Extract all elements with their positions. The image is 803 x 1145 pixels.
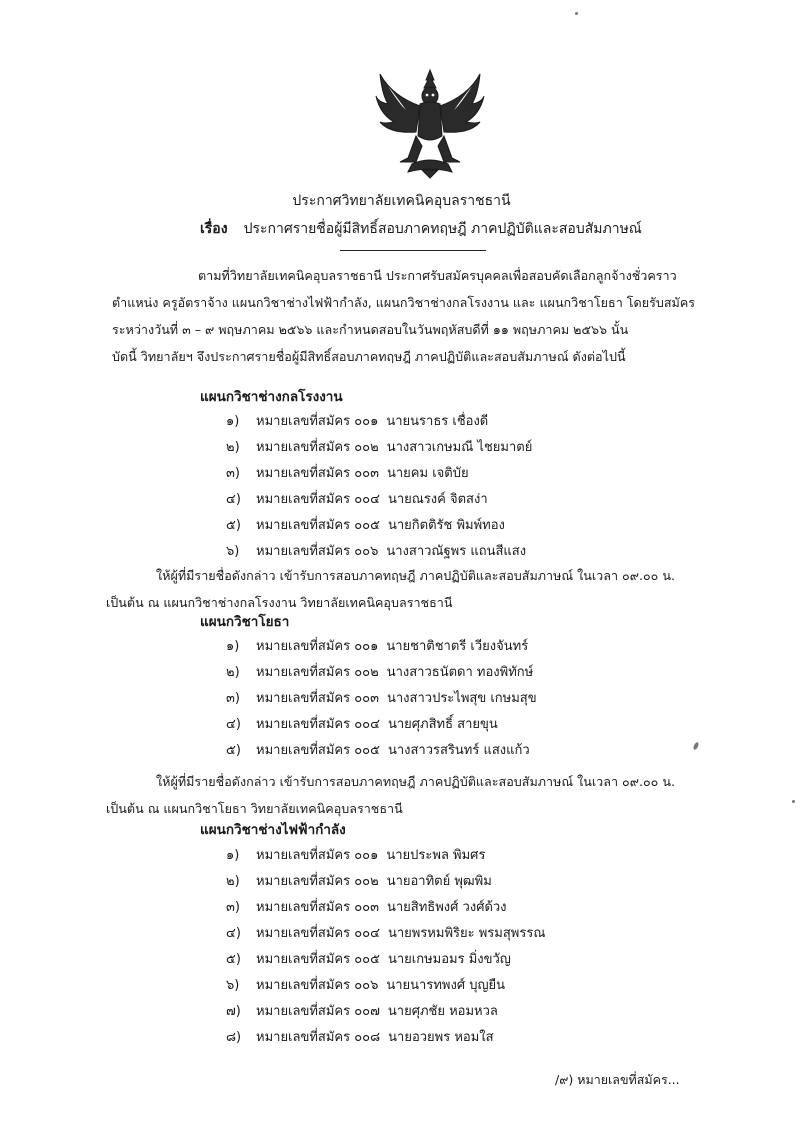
item-applicant-no: หมายเลขที่สมัคร ๐๐๑ [256, 639, 379, 654]
item-number: ๕) [226, 952, 241, 967]
list-item [226, 844, 485, 865]
item-number: ๔) [226, 926, 241, 941]
garuda-emblem-icon [372, 66, 488, 182]
item-number: ๒) [226, 665, 240, 680]
item-number: ๑) [226, 639, 240, 654]
item-applicant-no: หมายเลขที่สมัคร ๐๐๔ [256, 492, 380, 507]
item-name: นางสาวเกษมณี ไชยมาตย์ [386, 440, 533, 455]
item-applicant-no: หมายเลขที่สมัคร ๐๐๓ [256, 691, 379, 706]
item-name: นายกิตติรัช พิมพ์ทอง [387, 518, 505, 533]
item-name: นายอาทิตย์ พุฒพิม [386, 874, 492, 889]
list-item [226, 974, 505, 995]
subject-text: ประกาศรายชื่อผู้มีสิทธิ์สอบภาคทฤษฎี ภาคปฏิบัติและสอบสัมภาษณ์ [243, 221, 642, 237]
item-name: นายณรงค์ จิตสง่า [387, 492, 488, 507]
scan-speck [575, 12, 578, 15]
section-heading: แผนกวิชาช่างกลโรงงาน [200, 389, 343, 405]
item-applicant-no: หมายเลขที่สมัคร ๐๐๓ [256, 900, 379, 915]
item-applicant-no: หมายเลขที่สมัคร ๐๐๒ [256, 874, 379, 889]
list-item [226, 661, 533, 682]
item-applicant-no: หมายเลขที่สมัคร ๐๐๖ [256, 978, 379, 993]
item-number: ๑) [226, 414, 240, 429]
list-item [226, 410, 488, 431]
item-number: ๖) [226, 544, 240, 559]
list-item [226, 540, 526, 561]
item-number: ๒) [226, 874, 240, 889]
item-number: ๗) [226, 1004, 241, 1019]
list-item [226, 462, 469, 483]
list-item [226, 436, 532, 457]
item-name: นายประพล พิมศร [386, 848, 486, 863]
item-applicant-no: หมายเลขที่สมัคร ๐๐๔ [256, 926, 380, 941]
item-number: ๓) [226, 900, 240, 915]
list-item [226, 739, 530, 760]
list-item [226, 870, 492, 891]
item-applicant-no: หมายเลขที่สมัคร ๐๐๒ [256, 665, 379, 680]
item-applicant-no: หมายเลขที่สมัคร ๐๐๕ [256, 743, 380, 758]
list-item [226, 713, 498, 734]
item-name: นายศุภสิทธิ์ สายขุน [387, 717, 498, 732]
item-number: ๔) [226, 492, 241, 507]
list-item [226, 635, 528, 656]
intro-line: ระหว่างวันที่ ๓ – ๙ พฤษภาคม ๒๕๖๖ และกำหนดสอบในวันพฤหัสบดีที่ ๑๑ พฤษภาคม ๒๕๖๖ นั้น [112, 322, 629, 337]
scan-speck [692, 742, 699, 751]
item-applicant-no: หมายเลขที่สมัคร ๐๐๕ [256, 952, 380, 967]
continuation-note: /๙) หมายเลขที่สมัคร... [555, 1072, 680, 1087]
item-applicant-no: หมายเลขที่สมัคร ๐๐๒ [256, 440, 379, 455]
note-line: ให้ผู้ที่มีรายชื่อดังกล่าว เข้ารับการสอบภาคทฤษฎี ภาคปฏิบัติและสอบสัมภาษณ์ ในเวลา ๐๙.๐๐ น. [156, 774, 675, 789]
item-name: นายพรหมพิริยะ พรมสุพรรณ [387, 926, 546, 941]
item-name: นางสาวณัฐพร แถนสีแสง [386, 544, 527, 559]
item-applicant-no: หมายเลขที่สมัคร ๐๐๗ [256, 1004, 380, 1019]
list-item [226, 1026, 494, 1047]
note-line: เป็นต้น ณ แผนกวิชาช่างกลโรงงาน วิทยาลัยเทคนิคอุบลราชธานี [106, 595, 453, 610]
item-applicant-no: หมายเลขที่สมัคร ๐๐๕ [256, 518, 380, 533]
intro-line: ตำแหน่ง ครูอัตราจ้าง แผนกวิชาช่างไฟฟ้ากำลัง, แผนกวิชาช่างกลโรงงาน และ แผนกวิชาโยธา โดยรับสมัคร [112, 295, 696, 310]
item-applicant-no: หมายเลขที่สมัคร ๐๐๘ [256, 1030, 381, 1045]
item-applicant-no: หมายเลขที่สมัคร ๐๐๔ [256, 717, 380, 732]
item-name: นางสาวประไพสุข เกษมสุข [387, 691, 537, 706]
item-number: ๓) [226, 691, 240, 706]
list-item [226, 687, 537, 708]
item-name: นายนราธร เชื่องดี [386, 414, 489, 429]
intro-line: บัดนี้ วิทยาลัยฯ จึงประกาศรายชื่อผู้มีสิทธิ์สอบภาคทฤษฎี ภาคปฏิบัติและสอบสัมภาษณ์ ดังต่อไปนี้ [112, 349, 626, 364]
item-applicant-no: หมายเลขที่สมัคร ๐๐๖ [256, 544, 379, 559]
item-name: นางสาวธนัตดา ทองพิทักษ์ [386, 665, 534, 680]
list-item [226, 922, 545, 943]
item-number: ๕) [226, 518, 241, 533]
subject-label: เรื่อง [200, 221, 228, 237]
note-line: เป็นต้น ณ แผนกวิชาโยธา วิทยาลัยเทคนิคอุบลราชธานี [106, 801, 403, 816]
list-item [226, 948, 511, 969]
item-applicant-no: หมายเลขที่สมัคร ๐๐๓ [256, 466, 379, 481]
announcement-title: ประกาศวิทยาลัยเทคนิคอุบลราชธานี [292, 193, 511, 209]
section-note [106, 562, 762, 616]
item-name: นายศุภชัย หอมหวล [387, 1004, 498, 1019]
item-name: นายเกษมอมร มิ่งขวัญ [387, 952, 511, 967]
item-applicant-no: หมายเลขที่สมัคร ๐๐๑ [256, 414, 379, 429]
item-applicant-no: หมายเลขที่สมัคร ๐๐๑ [256, 848, 379, 863]
list-item [226, 514, 505, 535]
item-number: ๑) [226, 848, 240, 863]
item-name: นายชาติชาตรี เวียงจันทร์ [386, 639, 529, 654]
list-item [226, 896, 507, 917]
list-item [226, 488, 488, 509]
item-name: นางสาวรสรินทร์ แสงแก้ว [387, 743, 530, 758]
item-number: ๔) [226, 717, 241, 732]
section-heading: แผนกวิชาช่างไฟฟ้ากำลัง [200, 822, 346, 838]
item-name: นายนารทพงศ์ บุญยืน [386, 978, 506, 993]
intro-paragraph [112, 262, 762, 370]
section-note [106, 768, 762, 822]
item-name: นายอวยพร หอมใส [388, 1030, 494, 1045]
scan-speck [792, 800, 795, 803]
title-divider [340, 250, 486, 251]
section-heading: แผนกวิชาโยธา [200, 614, 290, 630]
item-number: ๓) [226, 466, 240, 481]
item-number: ๖) [226, 978, 240, 993]
item-name: นายคม เจติบัย [387, 466, 469, 481]
announcement-subject [200, 218, 642, 240]
item-number: ๘) [226, 1030, 242, 1045]
item-name: นายสิทธิพงศ์ วงศ์ด้วง [387, 900, 507, 915]
item-number: ๕) [226, 743, 241, 758]
note-line: ให้ผู้ที่มีรายชื่อดังกล่าว เข้ารับการสอบภาคทฤษฎี ภาคปฏิบัติและสอบสัมภาษณ์ ในเวลา ๐๙.๐๐ น. [156, 568, 675, 583]
item-number: ๒) [226, 440, 240, 455]
intro-line: ตามที่วิทยาลัยเทคนิคอุบลราชธานี ประกาศรับสมัครบุคคลเพื่อสอบคัดเลือกลูกจ้างชั่วคราว [198, 268, 677, 283]
list-item [226, 1000, 498, 1021]
